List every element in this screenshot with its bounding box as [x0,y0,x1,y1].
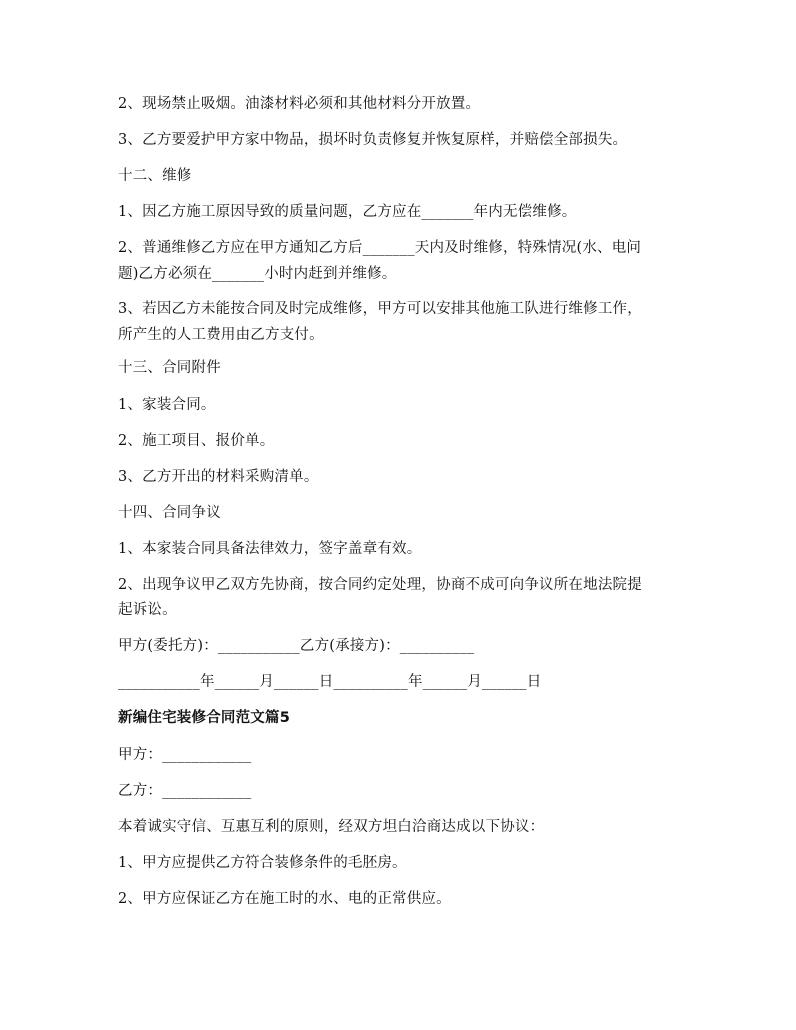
signature-line: 甲方(委托方)：___________乙方(承接方)：__________ [118,638,475,654]
section-heading: 十二、维修 [118,168,192,184]
party-a-line: 甲方：____________ [118,747,252,763]
paragraph-line: 3、乙方开出的材料采购清单。 [118,469,319,485]
paragraph-line: 2、出现争议甲乙双方先协商，按合同约定处理，协商不成可向争议所在地法院提 [118,577,642,593]
paragraph-line: 题)乙方必须在_______小时内赶到并维修。 [118,266,397,282]
paragraph-line: 3、乙方要爱护甲方家中物品，损坏时负责修复并恢复原样，并赔偿全部损失。 [118,132,628,148]
paragraph-line: 所产生的人工费用由乙方支付。 [118,327,324,343]
paragraph-line: 1、家装合同。 [118,397,216,413]
paragraph-line: 2、普通维修乙方应在甲方通知乙方后_______天内及时维修，特殊情况(水、电问 [118,240,642,256]
date-line: ___________年______月______日__________年______月______日 [118,674,542,690]
paragraph-line: 2、甲方应保证乙方在施工时的水、电的正常供应。 [118,891,451,907]
paragraph-line: 2、现场禁止吸烟。油漆材料必须和其他材料分开放置。 [118,96,481,112]
paragraph-line: 本着诚实守信、互惠互利的原则，经双方坦白洽商达成以下协议： [118,819,545,835]
paragraph-line: 1、甲方应提供乙方符合装修条件的毛胚房。 [118,855,407,871]
paragraph-line: 3、若因乙方未能按合同及时完成维修，甲方可以安排其他施工队进行维修工作， [118,301,642,317]
party-b-line: 乙方：____________ [118,783,252,799]
section-heading: 十四、合同争议 [118,505,221,521]
paragraph-line: 2、施工项目、报价单。 [118,433,275,449]
section-heading: 十三、合同附件 [118,360,221,376]
paragraph-line: 起诉讼。 [118,602,177,618]
paragraph-line: 1、因乙方施工原因导致的质量问题，乙方应在_______年内无偿维修。 [118,204,577,220]
paragraph-line: 1、本家装合同具备法律效力，签字盖章有效。 [118,541,422,557]
article-title: 新编住宅装修合同范文篇5 [118,710,290,726]
